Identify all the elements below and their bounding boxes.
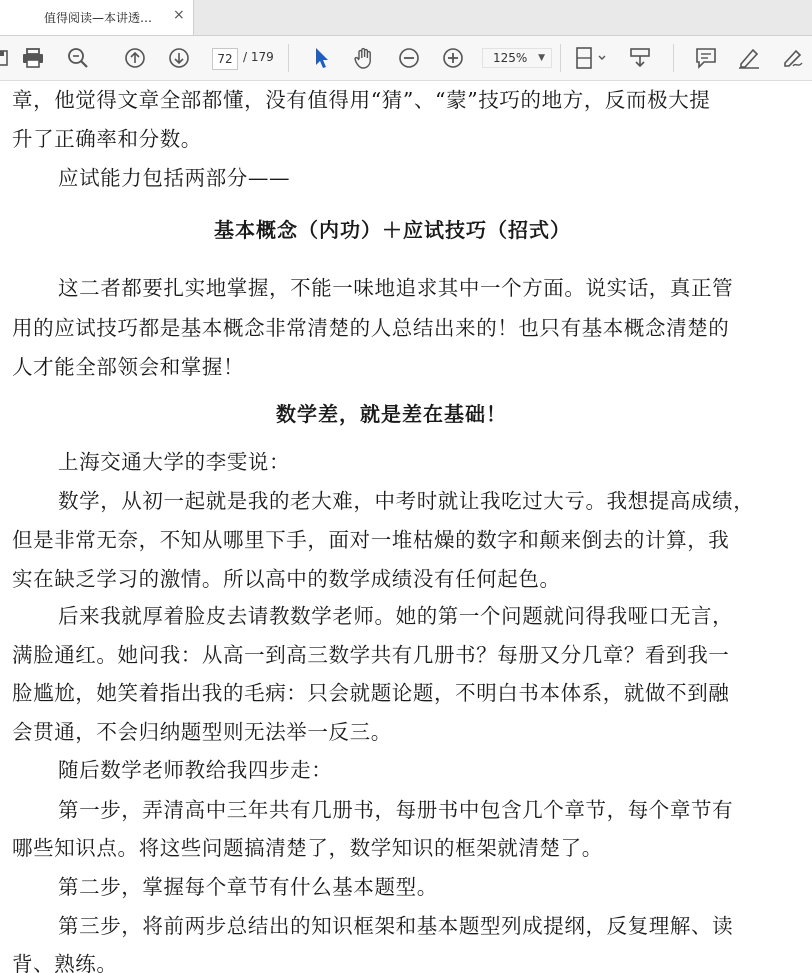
text-line: 应试能力包括两部分—— [58, 166, 291, 190]
text-line: 随后数学老师教给我四步走： [58, 758, 333, 782]
toolbar [0, 36, 812, 81]
page-number-input[interactable]: 72 [212, 48, 238, 70]
chevron-down-icon: ▼ [538, 53, 545, 63]
highlight-pen-icon[interactable] [737, 46, 761, 70]
toolbar-divider [673, 44, 674, 72]
tab-title: 值得阅读—本讲透… [44, 11, 153, 25]
toolbar-divider [560, 44, 561, 72]
text-line: 第三步，将前两步总结出的知识框架和基本题型列成提纲，反复理解、读 [58, 914, 734, 938]
text-line: 这二者都要扎实地掌握，不能一味地追求其中一个方面。说实话，真正管 [58, 276, 734, 300]
search-zoom-icon[interactable] [66, 46, 90, 70]
tab-strip [0, 0, 812, 36]
text-line: 满脸通红。她问我：从高一到高三数学共有几册书？每册又分几章？看到我一 [12, 643, 730, 667]
zoom-level-value: 125% [493, 51, 528, 65]
text-line: 升了正确率和分数。 [12, 127, 202, 151]
text-line: 第一步，弄清高中三年共有几册书，每册书中包含几个章节，每个章节有 [58, 798, 734, 822]
page-up-icon[interactable] [123, 46, 147, 70]
text-line: 会贯通，不会归纳题型则无法举一反三。 [12, 720, 392, 744]
text-line: 但是非常无奈，不知从哪里下手，面对一堆枯燥的数字和颠来倒去的计算，我 [12, 528, 730, 552]
zoom-in-icon[interactable] [441, 46, 465, 70]
page-down-icon[interactable] [167, 46, 191, 70]
text-line: 后来我就厚着脸皮去请教数学老师。她的第一个问题就问得我哑口无言， [58, 604, 734, 628]
sign-icon[interactable] [781, 46, 805, 70]
fit-page-icon[interactable] [574, 46, 608, 70]
page-total: / 179 [243, 50, 274, 64]
save-icon[interactable] [0, 46, 12, 70]
text-line: 哪些知识点。将这些问题搞清楚了，数学知识的框架就清楚了。 [12, 836, 603, 860]
comment-icon[interactable] [694, 46, 718, 70]
text-line: 用的应试技巧都是基本概念非常清楚的人总结出来的！也只有基本概念清楚的 [12, 316, 730, 340]
zoom-out-icon[interactable] [397, 46, 421, 70]
hand-tool-icon[interactable] [352, 46, 376, 70]
print-icon[interactable] [21, 46, 45, 70]
text-line: 章，他觉得文章全部都懂，没有值得用“猜”、“蒙”技巧的地方，反而极大提 [12, 88, 711, 112]
section-heading: 基本概念（内功）＋应试技巧（招式） [214, 218, 571, 242]
document-page [0, 81, 812, 973]
select-pointer-icon[interactable] [310, 46, 334, 70]
document-tab[interactable] [0, 0, 194, 35]
text-line: 实在缺乏学习的激情。所以高中的数学成绩没有任何起色。 [12, 567, 561, 591]
text-line: 第二步，掌握每个章节有什么基本题型。 [58, 875, 438, 899]
toolbar-divider [288, 44, 289, 72]
close-icon[interactable]: × [173, 7, 185, 23]
section-heading: 数学差，就是差在基础！ [276, 402, 507, 426]
text-line: 脸尴尬，她笑着指出我的毛病：只会就题论题，不明白书本体系，就做不到融 [12, 681, 730, 705]
text-line: 背、熟练。 [12, 952, 118, 973]
text-line: 数学，从初一起就是我的老大难，中考时就让我吃过大亏。我想提高成绩， [58, 489, 755, 513]
text-line: 人才能全部领会和掌握！ [12, 355, 245, 379]
scroll-mode-icon[interactable] [628, 46, 652, 70]
zoom-level-select[interactable] [482, 48, 552, 68]
text-line: 上海交通大学的李雯说： [58, 450, 291, 474]
